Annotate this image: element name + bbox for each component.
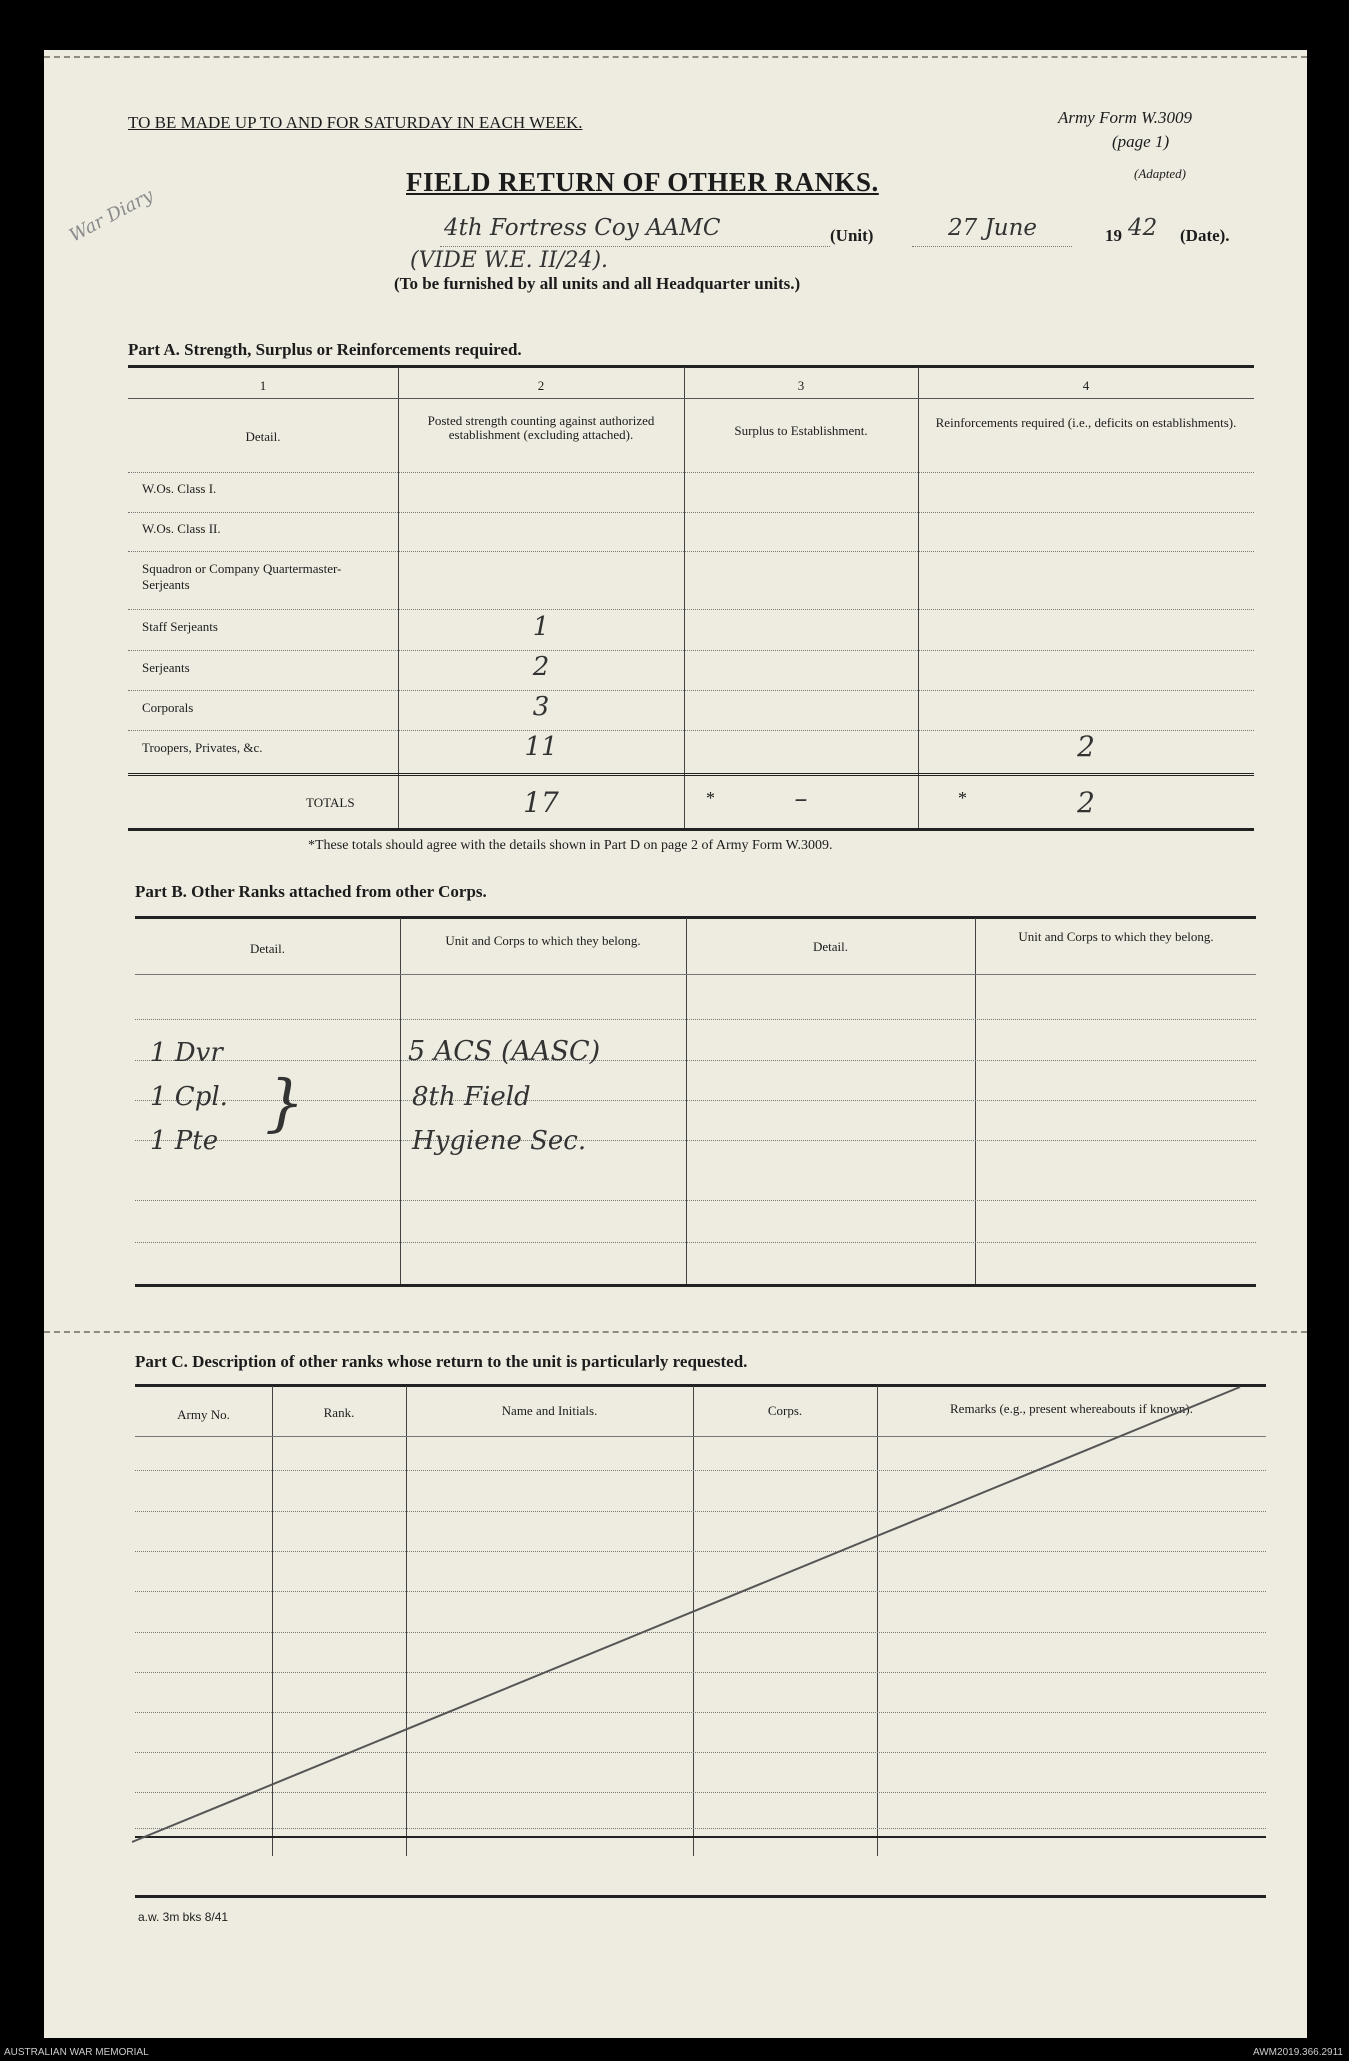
attached-unit: Hygiene Sec. bbox=[412, 1126, 587, 1156]
part-b-header: Unit and Corps to which they belong. bbox=[445, 933, 641, 948]
unit-label: (Unit) bbox=[830, 226, 874, 245]
total-surplus: – bbox=[794, 784, 808, 814]
page-title: FIELD RETURN OF OTHER RANKS. bbox=[406, 167, 879, 197]
posted-value: 2 bbox=[532, 652, 550, 682]
totals-footnote: *These totals should agree with the details shown in Part D on page 2 of Army Form W.3009. bbox=[308, 838, 833, 853]
col-number-1: 1 bbox=[259, 378, 267, 393]
footer-right: AWM2019.366.2911 bbox=[1252, 2047, 1343, 2058]
row-detail: W.Os. Class I. bbox=[142, 481, 217, 496]
col-number-2: 2 bbox=[537, 378, 545, 393]
attached-detail: 1 Pte bbox=[150, 1126, 219, 1156]
attached-detail: 1 Cpl. bbox=[150, 1082, 228, 1112]
part-c-header: Remarks (e.g., present whereabouts if known). bbox=[950, 1401, 1193, 1416]
page-number: (page 1) bbox=[1112, 132, 1170, 151]
form-number: Army Form W.3009 bbox=[1058, 108, 1192, 127]
row-detail: Staff Serjeants bbox=[142, 619, 218, 634]
attached-detail: 1 Dvr bbox=[150, 1038, 223, 1068]
posted-value: 11 bbox=[524, 732, 558, 762]
part-b-header: Detail. bbox=[249, 941, 285, 956]
totals-label: TOTALS bbox=[306, 795, 355, 810]
date-label: (Date). bbox=[1180, 226, 1230, 245]
part-c-header: Rank. bbox=[323, 1405, 355, 1420]
unit-value: 4th Fortress Coy AAMC bbox=[444, 215, 721, 241]
furnish-note: (To be furnished by all units and all Headquarter units.) bbox=[394, 274, 801, 293]
col-number-3: 3 bbox=[797, 378, 805, 393]
col-header-reinforcements: Reinforcements required (i.e., deficits on establishments). bbox=[935, 415, 1237, 430]
year-suffix: 42 bbox=[1128, 215, 1158, 241]
footer-left: AUSTRALIAN WAR MEMORIAL bbox=[4, 2047, 149, 2058]
row-detail: Serjeants bbox=[142, 660, 190, 675]
print-code: a.w. 3m bks 8/41 bbox=[138, 1910, 229, 1924]
col-header-detail: Detail. bbox=[245, 429, 281, 444]
posted-value: 3 bbox=[532, 692, 550, 722]
posted-value: 1 bbox=[532, 612, 550, 642]
col-header-surplus: Surplus to Establishment. bbox=[734, 423, 868, 438]
margin-handwriting: War Diary bbox=[66, 184, 157, 247]
part-c-header: Name and Initials. bbox=[501, 1403, 598, 1418]
part-b-header: Unit and Corps to which they belong. bbox=[1018, 929, 1214, 944]
row-detail: Squadron or Company Quartermaster-Serjeants bbox=[142, 561, 342, 592]
attached-unit: 5 ACS (AASC) bbox=[408, 1036, 601, 1067]
total-reinforcements: 2 bbox=[1077, 786, 1095, 819]
vide-reference: (VIDE W.E. II/24). bbox=[410, 248, 609, 273]
part-c-title: Part C. Description of other ranks whose return to the unit is particularly requested. bbox=[135, 1352, 748, 1371]
row-detail: Troopers, Privates, &c. bbox=[142, 740, 263, 755]
reinforcement-value: 2 bbox=[1077, 730, 1095, 763]
adapted-note: (Adapted) bbox=[1134, 166, 1186, 181]
week-note: TO BE MADE UP TO AND FOR SATURDAY IN EACH WEEK. bbox=[128, 113, 583, 132]
row-detail: Corporals bbox=[142, 700, 194, 715]
totals-asterisk: * bbox=[958, 788, 967, 808]
date-value: 27 June bbox=[948, 215, 1038, 241]
col-number-4: 4 bbox=[1082, 378, 1090, 393]
part-a-title: Part A. Strength, Surplus or Reinforcements required. bbox=[128, 340, 522, 359]
part-b-title: Part B. Other Ranks attached from other Corps. bbox=[135, 882, 487, 901]
part-b-header: Detail. bbox=[812, 939, 848, 954]
totals-asterisk: * bbox=[706, 788, 715, 808]
attached-unit: 8th Field bbox=[412, 1082, 531, 1112]
col-header-posted: Posted strength counting against authorized establishment (excluding attached). bbox=[427, 413, 655, 442]
part-c-header: Corps. bbox=[767, 1403, 803, 1418]
brace-mark: } bbox=[265, 1066, 305, 1139]
total-posted: 17 bbox=[523, 786, 559, 819]
year-prefix: 19 bbox=[1105, 226, 1122, 245]
part-c-header: Army No. bbox=[177, 1407, 230, 1422]
row-detail: W.Os. Class II. bbox=[142, 521, 221, 536]
